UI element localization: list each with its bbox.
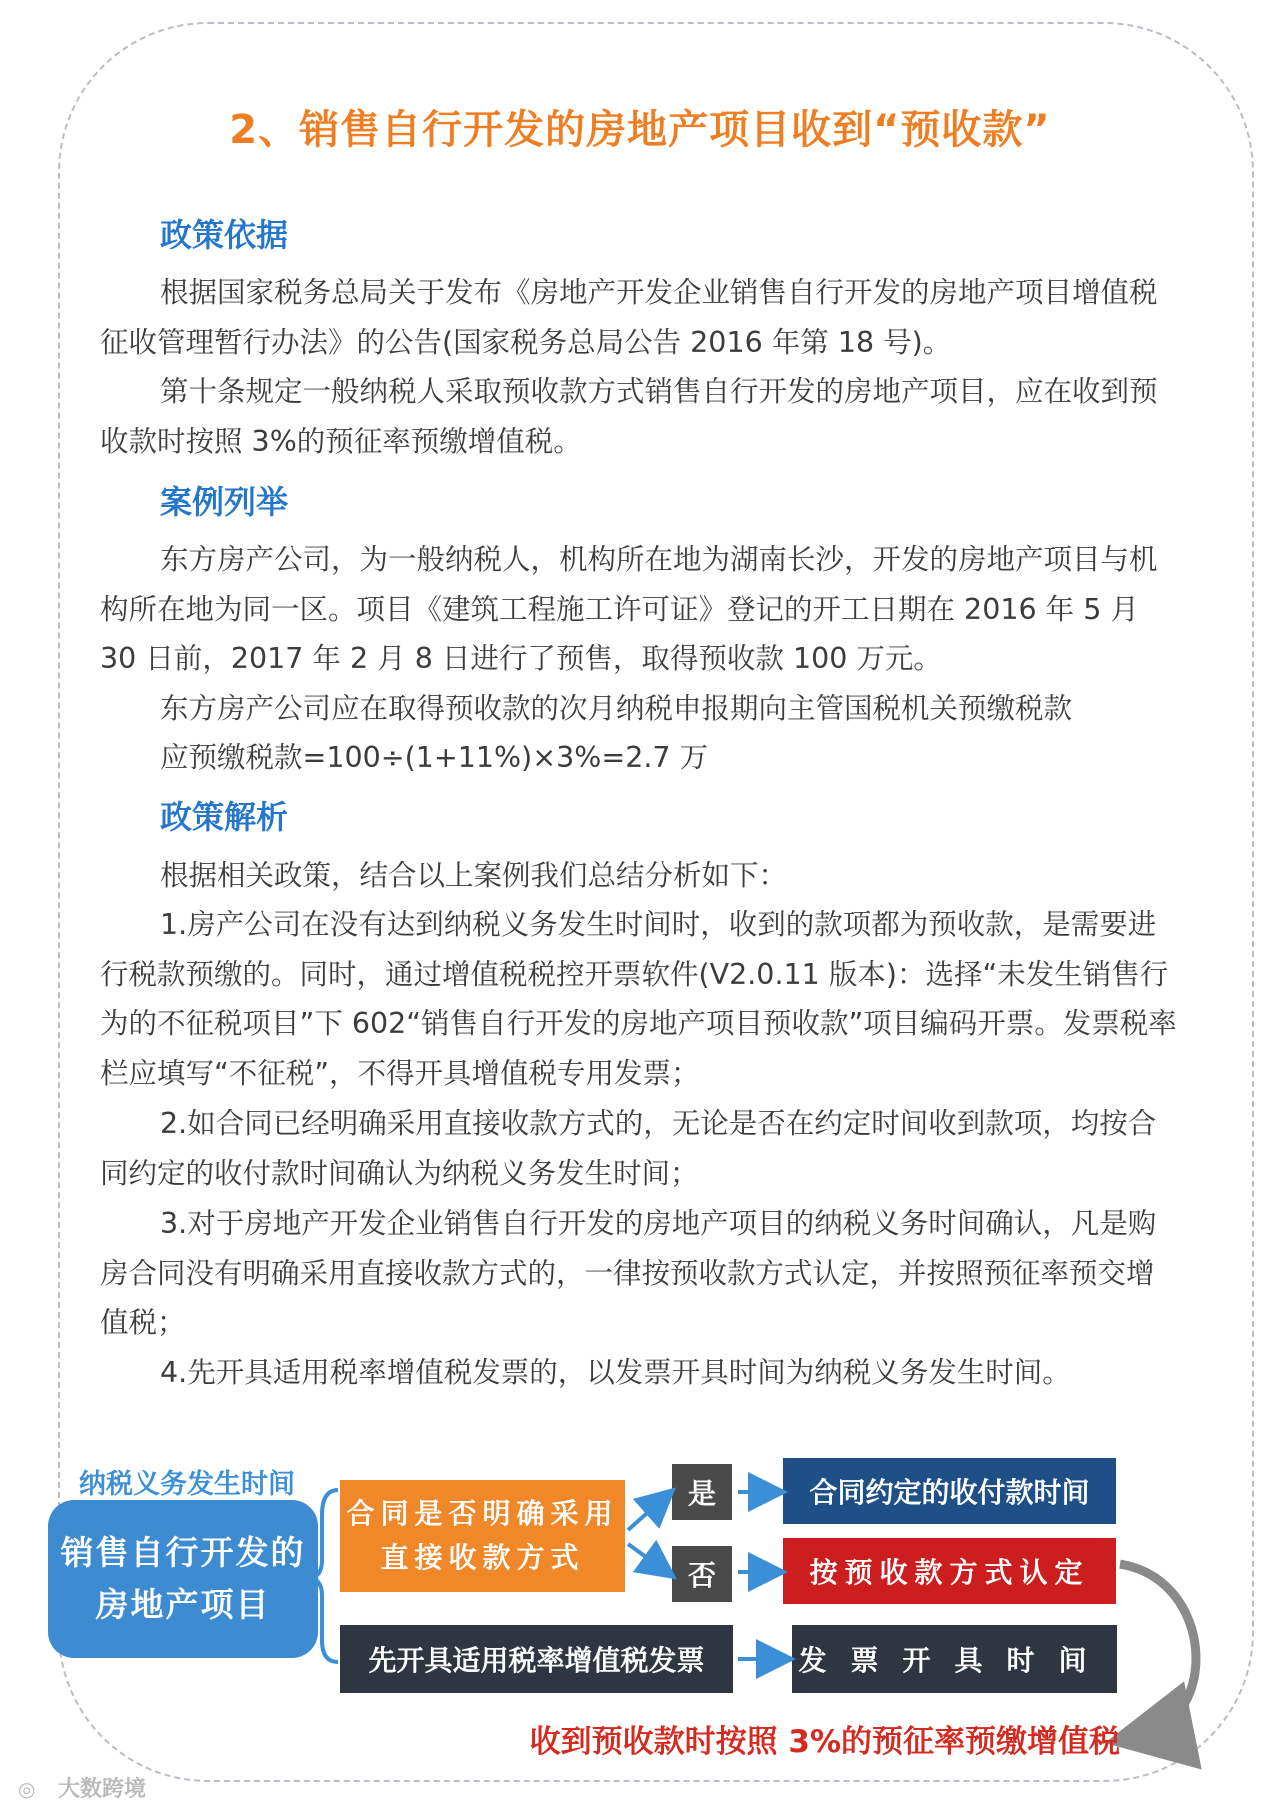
policy-basis-paragraph-2: 第十条规定一般纳税人采取预收款方式销售自行开发的房地产项目，应在收到预收款时按照 3%的预征率预缴增值税。 [100, 375, 1158, 458]
policy-basis-paragraph-1: 根据国家税务总局关于发布《房地产开发企业销售自行开发的房地产项目增值税征收管理暂行办法》的公告(国家税务总局公告 2016 年第 18 号)。 [100, 276, 1158, 359]
case-paragraph-2: 东方房产公司应在取得预收款的次月纳税申报期向主管国税机关预缴税款 [160, 692, 1073, 725]
result-invoice-time-box: 发票开具时间 [792, 1625, 1117, 1693]
question-direct-collection-box: 合同是否明确采用直接收款方式 [340, 1480, 625, 1592]
yes-box: 是 [672, 1464, 732, 1520]
diagram-conclusion: 收到预收款时按照 3%的预征率预缴增值税 [529, 1724, 1120, 1760]
analysis-intro: 根据相关政策，结合以上案例我们总结分析如下： [160, 859, 788, 892]
heading-policy-basis: 政策依据 [160, 216, 289, 254]
watermark [18, 1772, 146, 1803]
result-prepayment-box: 按预收款方式认定 [783, 1538, 1116, 1604]
analysis-item-2: 2.如合同已经明确采用直接收款方式的，无论是否在约定时间收到款项，均按合同约定的收付款时间确认为纳税义务发生时间； [100, 1107, 1157, 1190]
watermark-text: 大数跨境 [58, 1777, 147, 1802]
diagram-subject-box: 销售自行开发的房地产项目 [48, 1500, 318, 1658]
analysis-item-3: 3.对于房地产开发企业销售自行开发的房地产项目的纳税义务时间确认，凡是购房合同没有明确采用直接收款方式的，一律按预收款方式认定，并按照预征率预交增值税； [100, 1207, 1157, 1339]
case-paragraph-1: 东方房产公司，为一般纳税人，机构所在地为湖南长沙，开发的房地产项目与机构所在地为同一区。项目《建筑工程施工许可证》登记的开工日期在 2016 年 5 月 30 日前，2017 年 2 月 8 日进行了预售，取得预收款 100 万元。 [100, 543, 1158, 675]
case-formula: 应预缴税款=100÷(1+11%)×3%=2.7 万 [160, 741, 709, 774]
analysis-item-1: 1.房产公司在没有达到纳税义务发生时间时，收到的款项都为预收款，是需要进行税款预缴的。同时，通过增值税税控开票软件(V2.0.11 版本)：选择“未发生销售行为的不征税项目”下 602“销售自行开发的房地产项目预收款”项目编码开票。发票税率栏应填写“不征税”，不得开具增值税专用发票； [100, 908, 1177, 1090]
page-title: 2、销售自行开发的房地产项目收到“预收款” [229, 107, 1051, 153]
analysis-item-4: 4.先开具适用税率增值税发票的，以发票开具时间为纳税义务发生时间。 [160, 1356, 1071, 1389]
heading-case: 案例列举 [160, 483, 289, 521]
brand-logo-icon: ◎ [18, 1777, 36, 1801]
result-contract-time-box: 合同约定的收付款时间 [783, 1458, 1116, 1524]
heading-analysis: 政策解析 [160, 798, 289, 836]
no-box: 否 [672, 1546, 732, 1602]
diagram-title: 纳税义务发生时间 [79, 1469, 295, 1500]
question-invoice-first-box: 先开具适用税率增值税发票 [340, 1625, 733, 1693]
